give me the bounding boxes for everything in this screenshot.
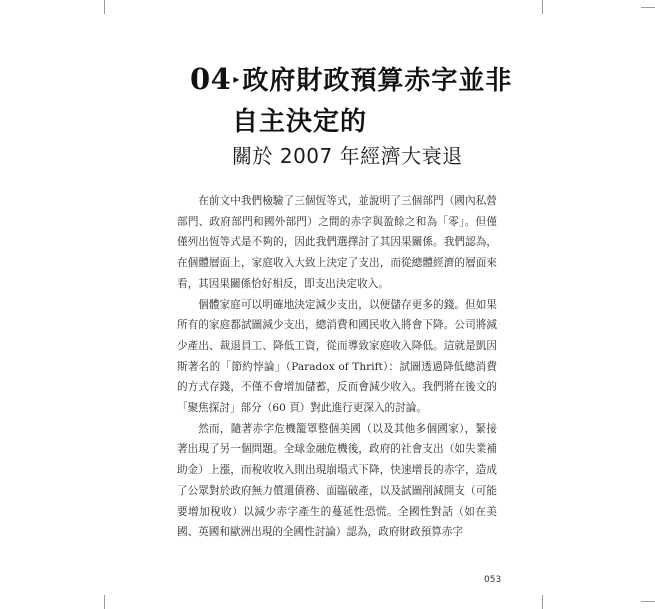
- chapter-subtitle: 關於 2007 年經濟大衰退: [232, 144, 463, 168]
- crop-mark-bottom-right: [542, 595, 543, 609]
- paragraph-1: 在前文中我們檢驗了三個恆等式，並說明了三個部門（國內私營部門、政府部門和國外部門）之間的赤字與盈餘之和為「零」。但僅僅列出恆等式是不夠的，因此我們選擇討了其因果關係。我們認為，在個體層面上，家庭收入大致上決定了支出，而從總體經濟的層面來看，其因果關係恰好相反，即支出決定收入。: [177, 195, 497, 290]
- page-number: 053: [484, 575, 502, 585]
- crop-mark-right-bottom: [641, 601, 655, 602]
- heading-line-1: [190, 60, 550, 97]
- chapter-number: 04: [190, 61, 232, 96]
- chapter-marker-icon: ▸: [233, 71, 240, 86]
- chapter-heading: [190, 60, 550, 169]
- crop-mark-bottom-left: [104, 595, 105, 609]
- chapter-title-line-1: 政府財政預算赤字並非: [242, 66, 513, 96]
- crop-mark-top-right: [542, 0, 543, 14]
- chapter-title-line-2: 自主決定的: [232, 107, 368, 137]
- crop-mark-top-left: [104, 0, 105, 14]
- body-text: [177, 191, 497, 543]
- paragraph-2: 個體家庭可以明確地決定減少支出，以便儲存更多的錢。但如果所有的家庭都試圖減少支出，總消費和國民收入將會下降。公司將減少產出、裁退員工、降低工資，從而導致家庭收入降低。這就是凱因斯著名的「節約悖論」（Paradox of Thrift）：試圖透過降低總消費的方式存錢，不僅不會增加儲蓄，反而會減少收入。我們將在後文的「聚焦探討」部分（60 頁）對此進行更深入的討論。: [177, 298, 497, 415]
- paragraph-3: 然而，隨著赤字危機籠罩整個美國（以及其他多個國家），緊接著出現了另一個問題。全球金融危機後，政府的社會支出（如失業補助金）上漲，而稅收收入則出現崩塌式下降，快速增長的赤字，造成了公眾對於政府無力償還債務、面臨破產，以及試圖削減開支（可能要增加稅收）以減少赤字產生的蔓延性恐慌。全國性對話（如在美國、英國和歐洲出現的全國性討論）認為，政府財政預算赤字: [177, 422, 497, 539]
- heading-line-2: [232, 101, 550, 138]
- crop-mark-right-top: [641, 7, 655, 8]
